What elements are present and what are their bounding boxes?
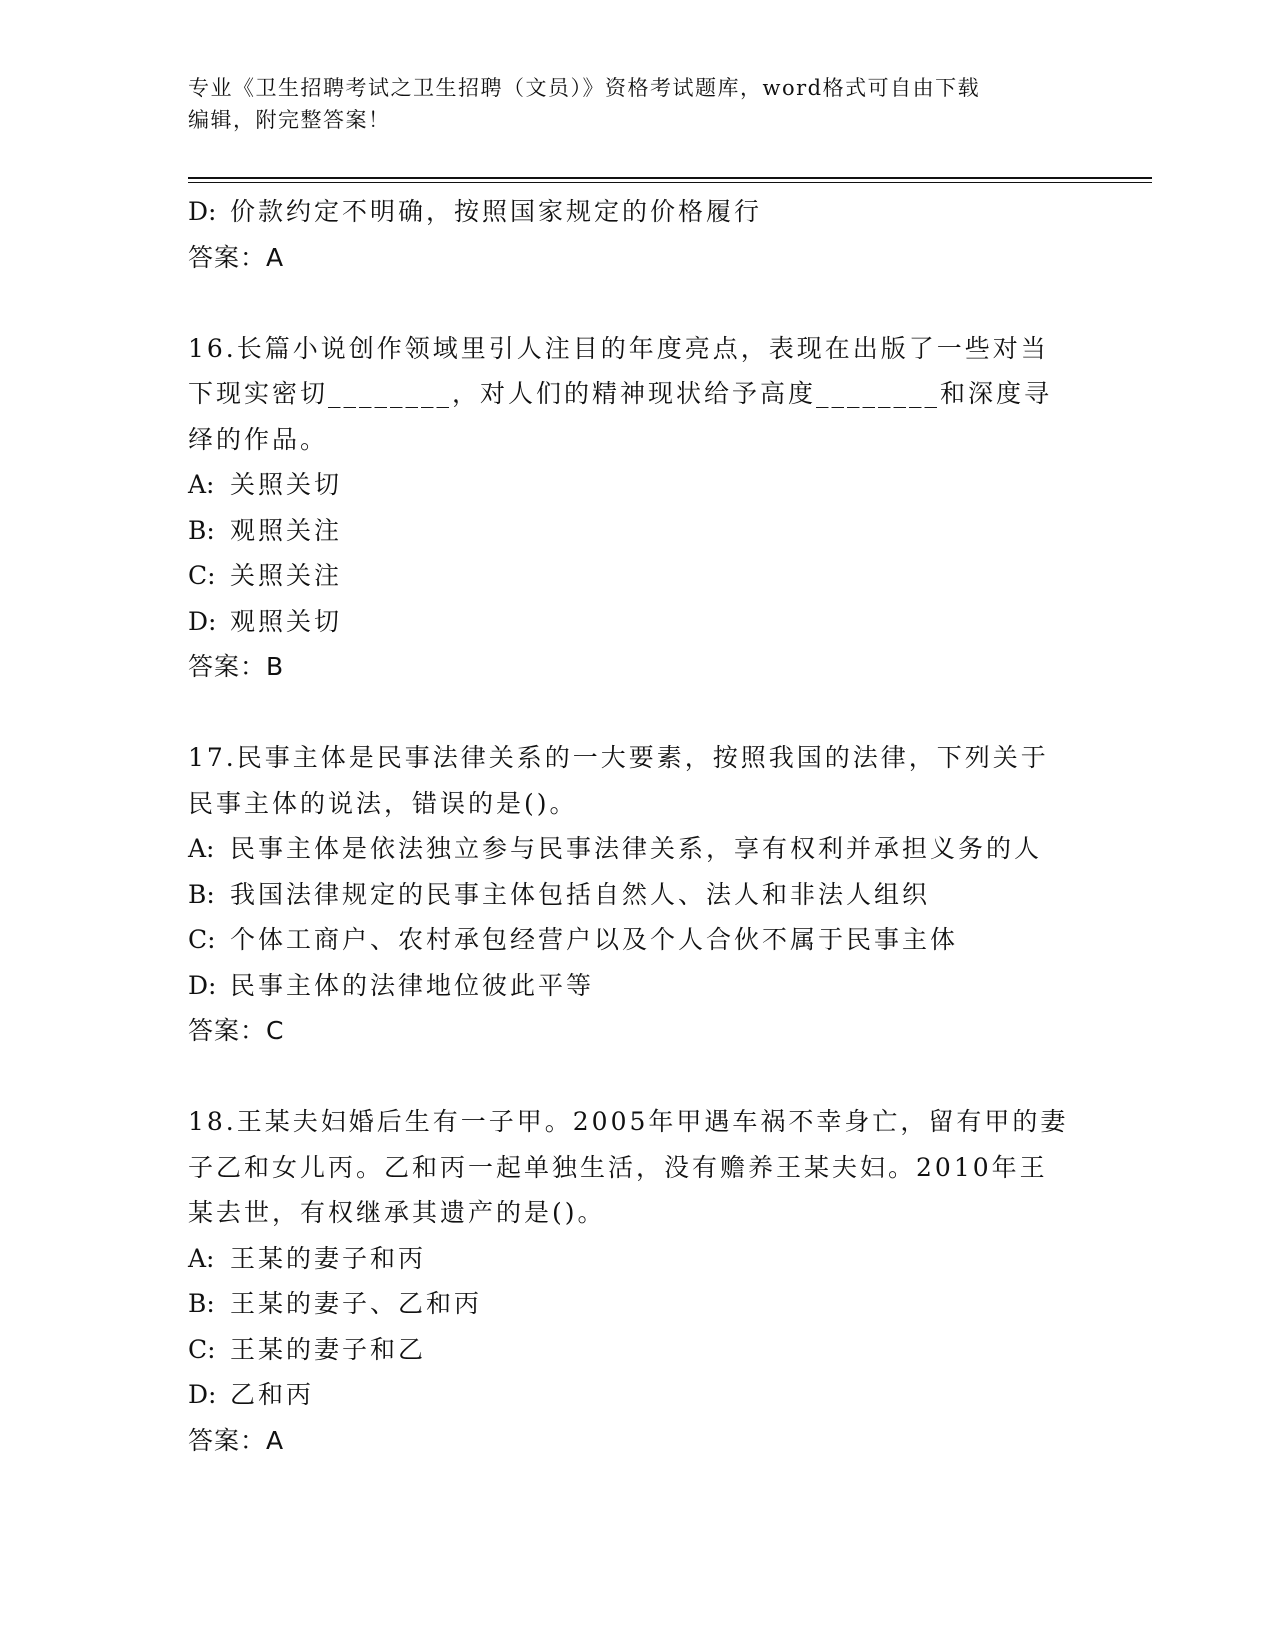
option-c bbox=[188, 553, 1118, 599]
spacer bbox=[188, 1054, 1118, 1100]
option-text: 王某的妻子和乙 bbox=[230, 1334, 427, 1364]
option-c bbox=[188, 1327, 1118, 1373]
question-content bbox=[188, 189, 1118, 1463]
question-stem-line bbox=[188, 1099, 1118, 1145]
option-label: A: bbox=[188, 470, 215, 499]
option-label: D: bbox=[188, 197, 217, 226]
question-number: 18. bbox=[188, 1107, 237, 1136]
option-text: 观照关注 bbox=[230, 515, 343, 545]
question-18 bbox=[188, 1099, 1118, 1463]
answer: 答案：B bbox=[188, 652, 285, 681]
prev-answer: 答案：A bbox=[188, 242, 285, 272]
question-stem-line: 下现实密切________，对人们的精神现状给予高度________和深度寻 bbox=[188, 379, 1053, 408]
option-text: 民事主体是依法独立参与民事法律关系，享有权利并承担义务的人 bbox=[230, 834, 1043, 863]
option-text: 民事主体的法律地位彼此平等 bbox=[230, 970, 595, 1000]
option-label: C: bbox=[188, 561, 216, 590]
option-text: 王某的妻子和丙 bbox=[230, 1243, 427, 1273]
stem-text: 长篇小说创作领域里引人注目的年度亮点，表现在出版了一些对当 bbox=[236, 333, 1049, 363]
option-d bbox=[188, 963, 1118, 1009]
option-a bbox=[188, 1236, 1118, 1282]
header-line-1: 专业《卫生招聘考试之卫生招聘（文员）》资格考试题库，word格式可自由下载 bbox=[188, 76, 981, 100]
option-label: A: bbox=[188, 834, 215, 863]
page-header bbox=[188, 72, 1088, 136]
question-number: 16. bbox=[188, 333, 237, 363]
option-label: B: bbox=[188, 879, 215, 909]
question-number: 17. bbox=[188, 743, 237, 772]
option-c bbox=[188, 917, 1118, 963]
option-text: 价款约定不明确，按照国家规定的价格履行 bbox=[230, 197, 763, 226]
spacer bbox=[188, 280, 1118, 326]
option-b bbox=[188, 508, 1118, 554]
question-16 bbox=[188, 326, 1118, 690]
option-label: C: bbox=[188, 1334, 216, 1364]
option-b bbox=[188, 872, 1118, 918]
question-stem-line: 民事主体的说法，错误的是()。 bbox=[188, 788, 578, 818]
option-text: 关照关切 bbox=[230, 470, 343, 499]
option-label: A: bbox=[188, 1243, 215, 1273]
answer: 答案：A bbox=[188, 1425, 285, 1455]
question-stem-line: 某去世，有权继承其遗产的是()。 bbox=[188, 1198, 606, 1227]
option-label: D: bbox=[188, 970, 217, 1000]
question-stem-line bbox=[188, 326, 1118, 372]
question-stem-line: 子乙和女儿丙。乙和丙一起单独生活，没有赡养王某夫妇。2010年王 bbox=[188, 1152, 1048, 1182]
option-a bbox=[188, 826, 1118, 872]
header-line-2: 编辑，附完整答案！ bbox=[188, 108, 391, 132]
prev-option-d bbox=[188, 189, 1118, 235]
option-text: 王某的妻子、乙和丙 bbox=[230, 1289, 483, 1318]
header-rule-thick bbox=[188, 177, 1152, 179]
option-text: 乙和丙 bbox=[230, 1380, 315, 1409]
question-stem-line: 绎的作品。 bbox=[188, 424, 329, 454]
option-text: 我国法律规定的民事主体包括自然人、法人和非法人组织 bbox=[230, 879, 931, 909]
option-label: D: bbox=[188, 606, 217, 636]
option-label: C: bbox=[188, 925, 216, 954]
option-a bbox=[188, 462, 1118, 508]
option-label: D: bbox=[188, 1380, 217, 1409]
option-d bbox=[188, 599, 1118, 645]
option-text: 关照关注 bbox=[230, 561, 343, 590]
option-d bbox=[188, 1372, 1118, 1418]
header-rule-thin bbox=[188, 182, 1152, 183]
option-label: B: bbox=[188, 515, 215, 545]
spacer bbox=[188, 690, 1118, 736]
stem-text: 王某夫妇婚后生有一子甲。2005年甲遇车祸不幸身亡，留有甲的妻 bbox=[236, 1107, 1069, 1136]
option-text: 个体工商户、农村承包经营户以及个人合伙不属于民事主体 bbox=[230, 925, 959, 954]
answer: 答案：C bbox=[188, 1016, 285, 1045]
question-17 bbox=[188, 735, 1118, 1054]
option-text: 观照关切 bbox=[230, 606, 343, 636]
stem-text: 民事主体是民事法律关系的一大要素，按照我国的法律，下列关于 bbox=[236, 743, 1049, 772]
option-label: B: bbox=[188, 1289, 215, 1318]
question-stem-line bbox=[188, 735, 1118, 781]
option-b bbox=[188, 1281, 1118, 1327]
